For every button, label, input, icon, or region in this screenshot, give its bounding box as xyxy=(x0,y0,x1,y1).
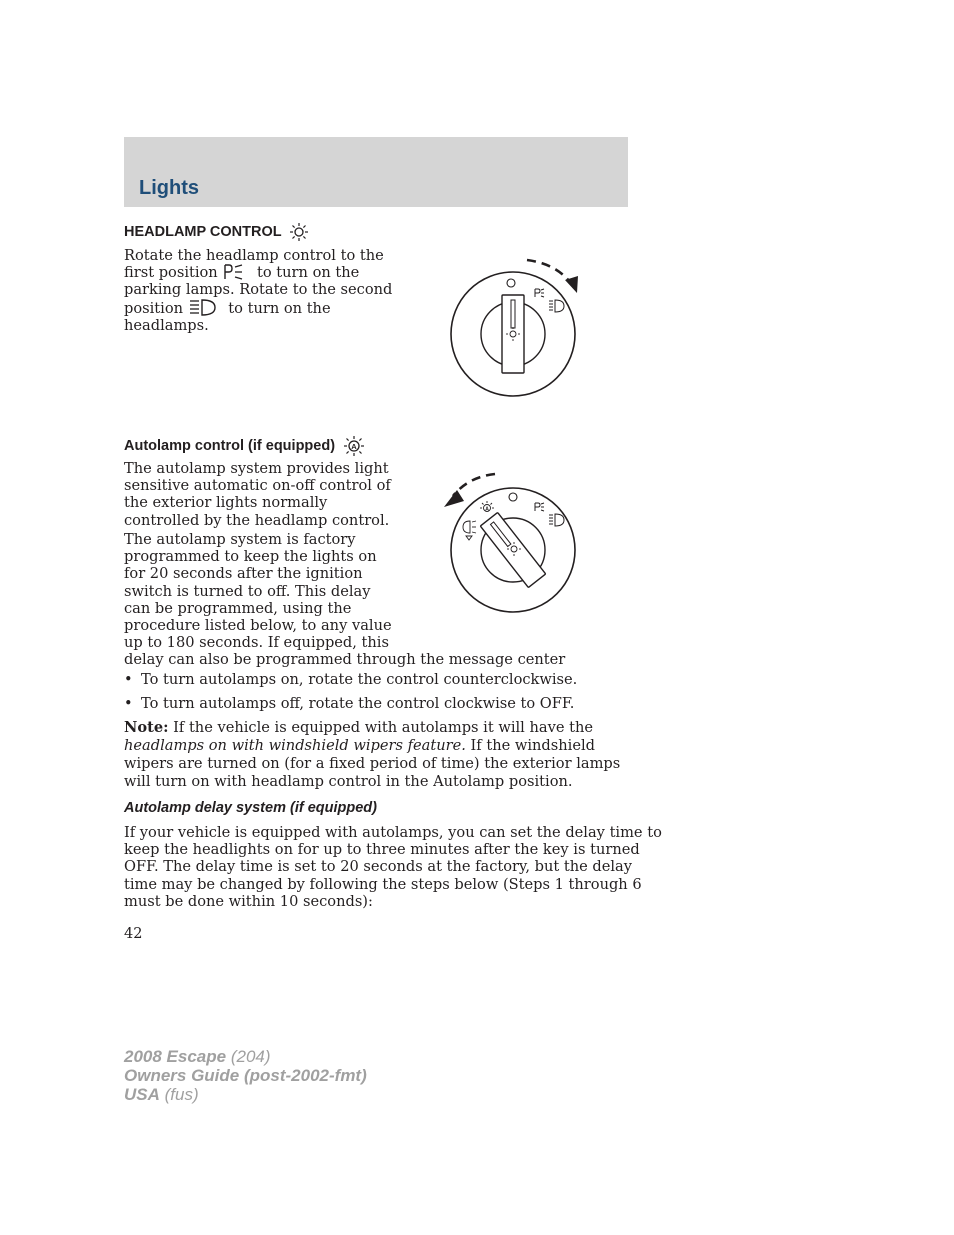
autolamp-heading xyxy=(124,435,366,457)
autolamp-note xyxy=(124,719,624,791)
note-italic: headlamps on with windshield wipers feature. xyxy=(124,737,466,754)
autolamp-paragraph-1: The autolamp system provides light sensitive automatic on-off control of the exterior lights normally controlled by the headlamp control. xyxy=(124,460,391,529)
counterclockwise-arrowhead xyxy=(444,490,464,507)
bullet-text: To turn autolamps on, rotate the control counterclockwise. xyxy=(141,671,578,688)
headlamp-control-diagram xyxy=(440,250,590,410)
headlamp-line-4a: position xyxy=(124,299,184,317)
clockwise-arrowhead xyxy=(565,276,578,293)
parking-lamp-icon xyxy=(222,264,246,280)
headlamp-sun-icon xyxy=(288,222,310,242)
footer-line-3 xyxy=(124,1085,367,1104)
footer-market-code: (fus) xyxy=(164,1085,199,1104)
document-footer xyxy=(124,1047,367,1104)
svg-text:A: A xyxy=(351,442,357,451)
headlamp-line-2b: to turn on the xyxy=(257,264,360,282)
note-text-1: If the vehicle is equipped with autolamps it will have the xyxy=(173,719,594,736)
section-title: Lights xyxy=(139,177,199,199)
headlamp-icon xyxy=(188,299,218,316)
note-label: Note: xyxy=(124,719,169,736)
off-position-dot xyxy=(509,493,517,501)
footer-market: USA xyxy=(124,1085,160,1104)
knob-indicator xyxy=(511,300,515,328)
headlamp-line-2 xyxy=(124,264,394,281)
page-number: 42 xyxy=(124,926,143,942)
headlamp-line-4 xyxy=(124,299,394,317)
footer-model: 2008 Escape xyxy=(124,1047,227,1066)
bullet-dot: • xyxy=(124,671,133,688)
footer-guide: Owners Guide (post-2002-fmt) xyxy=(124,1066,367,1085)
headlamp-line-1: Rotate the headlamp control to the xyxy=(124,247,384,264)
headlamp-paragraph xyxy=(124,247,394,334)
autolamp-bullet-2 xyxy=(124,695,574,712)
footer-line-2 xyxy=(124,1066,367,1085)
headlamp-line-4b: to turn on the xyxy=(228,299,331,317)
autolamp-control-diagram xyxy=(438,466,588,616)
footer-model-code: (204) xyxy=(230,1047,271,1066)
autolamp-bullet-1 xyxy=(124,671,577,688)
bullet-dot: • xyxy=(124,695,133,712)
autolamp-icon xyxy=(342,435,366,457)
headlamp-line-3: parking lamps. Rotate to the second xyxy=(124,281,393,299)
headlamp-line-5: headlamps. xyxy=(124,316,209,334)
autolamp-paragraph-2: The autolamp system is factory programmed to keep the lights on for 20 seconds after the ignition switch is turned to off. This delay can be programmed, using the procedure listed below, to any value up to 180 seconds. If equipped, this delay can also be programmed through the message center xyxy=(124,531,566,669)
note-text-2: If the windshield wipers are turned on (for a fixed period of time) the exterior lamps will turn on with headlamp control in the Autolamp position. xyxy=(124,737,621,790)
autolamp-title: Autolamp control (if equipped) xyxy=(124,437,336,454)
headlamp-control-title: HEADLAMP CONTROL xyxy=(124,223,282,240)
headlamp-control-heading xyxy=(124,222,310,242)
autolamp-delay-paragraph: If your vehicle is equipped with autolamps, you can set the delay time to keep the headlights on for up to three minutes after the key is turned OFF. The delay time is set to 20 seconds at the factory, but the delay time may be changed by following the steps below (Steps 1 through 6 must be done within 10 seconds): xyxy=(124,824,662,910)
bullet-text: To turn autolamps off, rotate the control clockwise to OFF. xyxy=(141,695,575,712)
autolamp-delay-heading: Autolamp delay system (if equipped) xyxy=(124,800,377,816)
dial-autolamp-letter: A xyxy=(485,506,489,513)
off-position-dot xyxy=(507,279,515,287)
section-header xyxy=(124,137,628,207)
headlamp-line-2a: first position xyxy=(124,264,218,282)
footer-line-1 xyxy=(124,1047,367,1066)
